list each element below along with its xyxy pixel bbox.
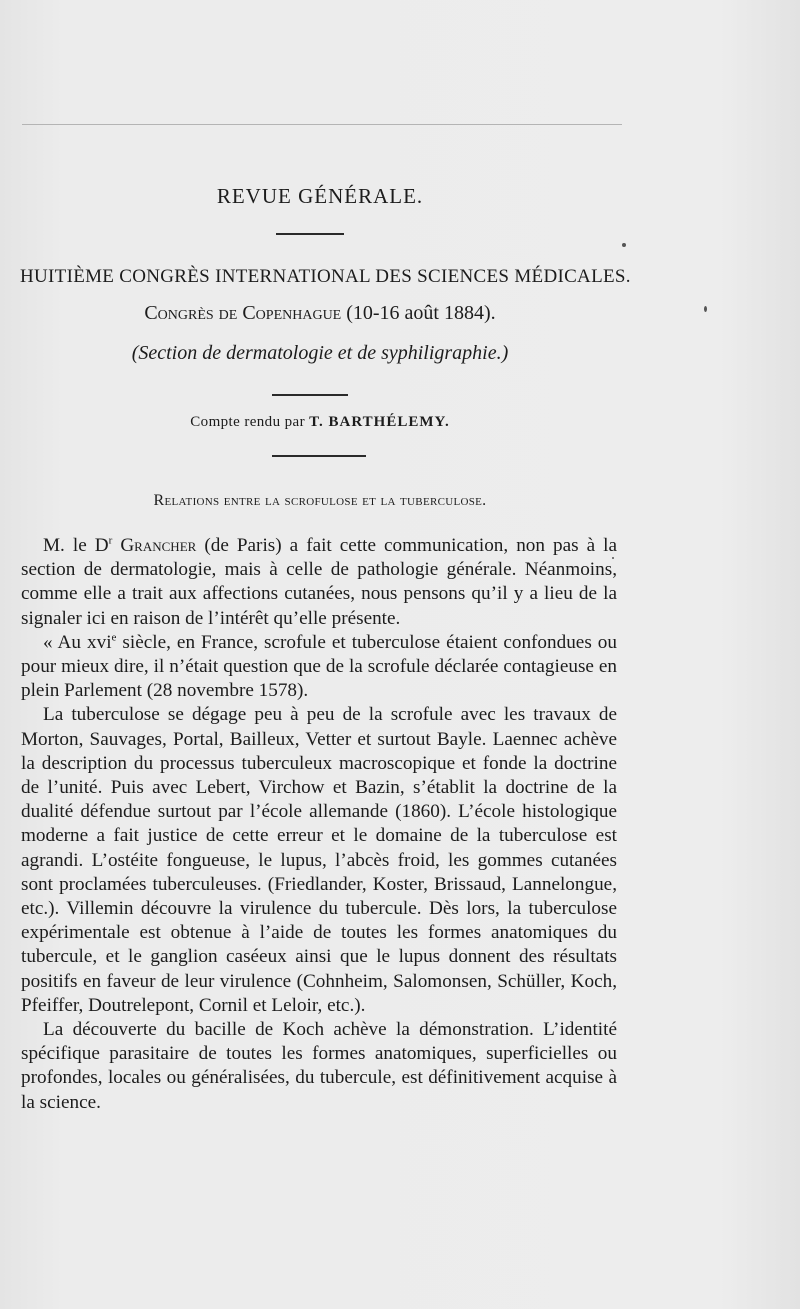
paragraph-lead: M. le D — [43, 535, 109, 556]
paragraph-text: (de Paris) a fait cette communication, non pas à la section de dermatologie, mais à celle de pathologie générale. Néanmoins, comme elle a trait aux affections cutanées, nous pensons qu’il y a lieu de la signaler ici en raison de l’intérêt qu’elle présente. — [21, 535, 618, 629]
byline-divider — [272, 455, 366, 457]
paragraph-lead: « Au xvi — [43, 631, 112, 653]
report-prefix: Compte rendu par — [190, 414, 305, 430]
congress-place — [20, 302, 620, 325]
report-author: T. BARTHÉLEMY. — [309, 414, 450, 430]
paper-speck — [704, 306, 707, 312]
paragraph — [21, 534, 617, 631]
congress-title: HUITIÈME CONGRÈS INTERNATIONAL DES SCIENCES MÉDICALES. — [20, 266, 631, 287]
congress-place-prefix: Congrès de Copenhague — [144, 302, 342, 324]
paragraph: La découverte du bacille de Koch achève la démonstration. L’identité spécifique parasitaire de toutes les formes anatomiques, superficielles ou profondes, locales ou généralisées, du tubercule, est définitivement acquise à la science. — [21, 1019, 617, 1113]
superscript: r — [108, 534, 113, 547]
paragraph-text: siècle, en France, scrofule et tuberculose étaient confondues ou pour mieux dire, il n’était question que de la scrofule déclarée contagieuse en plein Parlement (28 novembre 1578). — [21, 631, 617, 702]
article-body — [21, 534, 617, 1115]
paper-speck — [612, 557, 614, 559]
paragraph — [21, 631, 617, 704]
author-name: Grancher — [120, 535, 197, 556]
section-divider — [272, 394, 348, 396]
paragraph: La tuberculose se dégage peu à peu de la scrofule avec les travaux de Morton, Sauvages, Portal, Bailleux, Vetter et surtout Bayle. Laennec achève la description du processus tuberculeux macroscopique et fonde la doctrine de l’unité. Puis avec Lebert, Virchow et Bazin, s’établit la doctrine de la dualité défendue surtout par l’école allemande (1860). L’école histologique moderne a fait justice de cette erreur et le domaine de la tuberculose est agrandi. L’ostéite fongueuse, le lupus, l’abcès froid, les gommes cutanées sont proclamées tuberculeuses. (Friedlander, Koster, Brissaud, Lannelongue, etc.). Villemin découvre la virulence du tubercule. Dès lors, la tuberculose expérimentale est obtenue à l’aide de toutes les formes anatomiques du tubercule, et le ganglion caséeux ainsi que le lupus donnent des résultats positifs en faveur de leur virulence (Cohnheim, Salomonsen, Schüller, Koch, Pfeiffer, Doutrelepont, Cornil et Leloir, etc.). — [21, 704, 617, 1016]
superscript: e — [111, 631, 117, 644]
running-head-rule — [22, 124, 622, 125]
paper-speck — [622, 243, 626, 247]
congress-dates: (10-16 août 1884). — [346, 302, 496, 324]
title-divider — [276, 233, 344, 235]
article-title: Relations entre la scrofulose et la tuberculose. — [153, 492, 487, 509]
section-title: (Section de dermatologie et de syphiligraphie.) — [131, 342, 509, 364]
journal-title: REVUE GÉNÉRALE. — [216, 184, 424, 208]
report-byline — [20, 414, 620, 431]
